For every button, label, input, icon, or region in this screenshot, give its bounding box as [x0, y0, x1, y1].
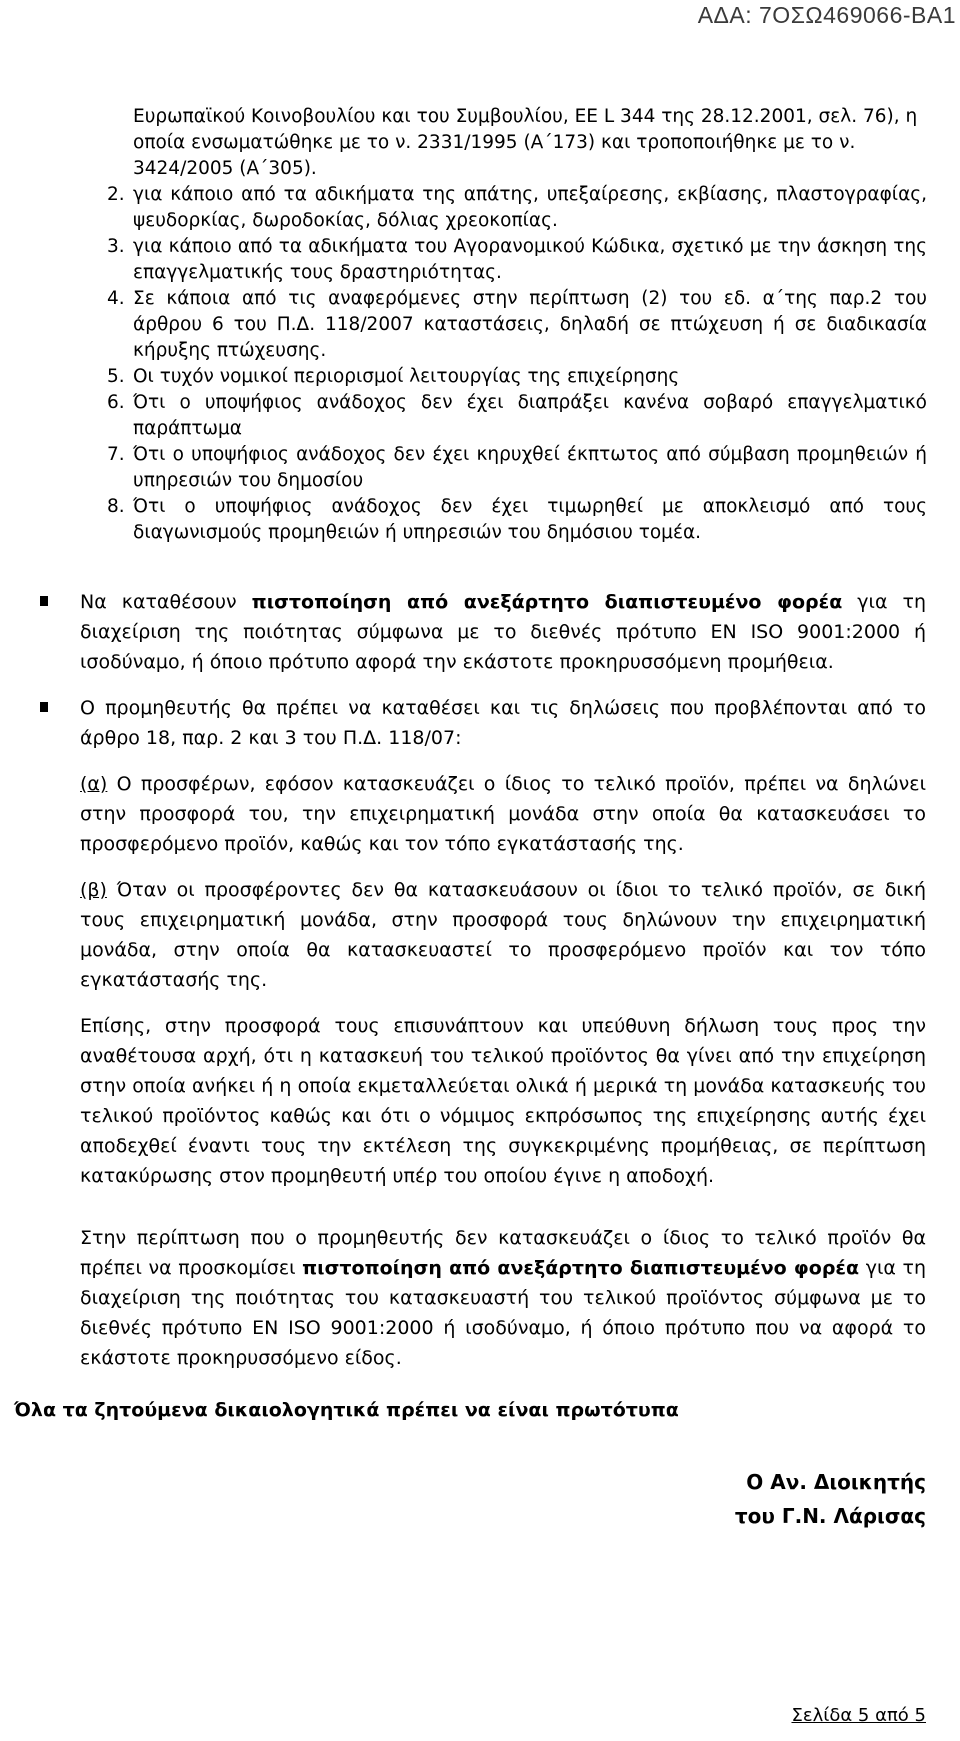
ada-code: ΑΔΑ: 7ΟΣΩ469066-ΒΑ1 — [697, 2, 956, 28]
paragraph-b — [38, 875, 926, 995]
list-item-number: 3. — [107, 236, 125, 257]
final-note: Όλα τα ζητούμενα δικαιολογητικά πρέπει να είναι πρωτότυπα — [14, 1399, 679, 1421]
paragraph-text: Όταν οι προσφέροντες δεν θα κατασκευάσουν οι ίδιοι το τελικό προϊόν, σε δική τους επιχειρηματική μονάδα, στην προσφορά τους δηλώνουν την επιχειρηματική μονάδα, στην οποία θα κατασκευαστεί το προσφερόμενο προϊόν και τον τόπο εγκατάστασής της. — [80, 879, 926, 991]
bullet-paragraph — [38, 693, 926, 753]
list-item-number: 5. — [107, 366, 125, 387]
paragraph-label: (α) — [80, 773, 108, 795]
paragraph-case — [38, 1223, 926, 1373]
signature-title: Ο Αν. Διοικητής — [746, 1470, 926, 1494]
list-item-text: Ότι ο υποψήφιος ανάδοχος δεν έχει τιμωρηθεί με αποκλεισμό από τους διαγωνισμούς προμηθειών ή υπηρεσιών του δημόσιου τομέα. — [133, 496, 927, 543]
exclusion-list — [105, 104, 927, 546]
paragraph-text: Ο προσφέρων, εφόσον κατασκευάζει ο ίδιος το τελικό προϊόν, πρέπει να δηλώνει στην προσφορά του, την επιχειρηματική μονάδα στην οποία θα κατασκευάσει το προσφερόμενο προϊόν, καθώς και τον τόπο εγκατάστασής της. — [80, 773, 926, 855]
list-item — [105, 234, 927, 286]
list-item — [105, 442, 927, 494]
bullet-text: Να καταθέσουν — [80, 591, 252, 613]
paragraph-text: για τη διαχείριση της ποιότητας του κατασκευαστή του τελικού προϊόντος σύμφωνα με το διεθνές πρότυπο ΕΝ ISO 9001:2000 ή ισοδύναμο, ή όποιο πρότυπο που να αφορά το εκάστοτε προκηρυσσόμενο είδος. — [80, 1257, 926, 1369]
list-item-number: 4. — [107, 288, 125, 309]
list-item-number: 8. — [107, 496, 125, 517]
page-number: Σελίδα 5 από 5 — [791, 1705, 926, 1726]
list-item-text: Οι τυχόν νομικοί περιορισμοί λειτουργίας της επιχείρησης — [133, 366, 680, 387]
signature-organization: του Γ.Ν. Λάρισας — [734, 1504, 926, 1528]
list-item-text: Σε κάποια από τις αναφερόμενες στην περίπτωση (2) του εδ. α΄της παρ.2 του άρθρου 6 του Π.Δ. 118/2007 καταστάσεις, δηλαδή σε πτώχευση ή σε διαδικασία κήρυξης πτώχευσης. — [133, 288, 927, 361]
bold-certification: πιστοποίηση από ανεξάρτητο διαπιστευμένο φορέα — [251, 591, 843, 613]
list-item-number: 6. — [107, 392, 125, 413]
list-item — [105, 286, 927, 364]
list-item-text: για κάποιο από τα αδικήματα της απάτης, υπεξαίρεσης, εκβίασης, πλαστογραφίας, ψευδορκίας, δωροδοκίας, δόλιας χρεοκοπίας. — [133, 184, 927, 231]
paragraph-text: Επίσης, στην προσφορά τους επισυνάπτουν και υπεύθυνη δήλωση τους προς την αναθέτουσα αρχή, ότι η κατασκευή του τελικού προϊόντος θα γίνει από την επιχείρηση στην οποία ανήκει ή η οποία εκμεταλλεύεται ολικά ή μερικά τη μονάδα κατασκευής του τελικού προϊόντος καθώς και ότι ο νόμιμος εκπρόσωπος της επιχείρησης αυτής έχει αποδεχθεί έναντι τους την εκτέλεση της συγκεκριμένης προμήθειας, σε περίπτωση κατακύρωσης στον προμηθευτή υπέρ του οποίου έγινε η αποδοχή. — [80, 1015, 926, 1187]
list-item-number: 2. — [107, 184, 125, 205]
list-item-number: 7. — [107, 444, 125, 465]
list-item-text: Ότι ο υποψήφιος ανάδοχος δεν έχει διαπράξει κανένα σοβαρό επαγγελματικό παράπτωμα — [133, 392, 927, 439]
bullet-text: Ο προμηθευτής θα πρέπει να καταθέσει και τις δηλώσεις που προβλέπονται από το άρθρο 18, παρ. 2 και 3 του Π.Δ. 118/07: — [80, 697, 926, 749]
paragraph-body — [38, 1223, 926, 1373]
list-item-text: Ότι ο υποψήφιος ανάδοχος δεν έχει κηρυχθεί έκπτωτος από σύμβαση προμηθειών ή υπηρεσιών του δημοσίου — [133, 444, 927, 491]
bullet-declarations — [38, 693, 926, 753]
paragraph-label: (β) — [80, 879, 107, 901]
list-item-text: για κάποιο από τα αδικήματα του Αγορανομικού Κώδικα, σχετικό με την άσκηση της επαγγελματικής τους δραστηριότητας. — [133, 236, 927, 283]
bullet-text: για τη διαχείριση της ποιότητας σύμφωνα με το διεθνές πρότυπο ΕΝ ISO 9001:2000 ή ισοδύναμο, ή όποιο πρότυπο αφορά την εκάστοτε προκηρυσσόμενη προμήθεια. — [80, 591, 926, 673]
list-continuation: Ευρωπαϊκού Κοινοβουλίου και του Συμβουλίου, ΕΕ L 344 της 28.12.2001, σελ. 76), η οποία ενσωματώθηκε με το ν. 2331/1995 (Α΄173) και τροποποιήθηκε με το ν. 3424/2005 (Α΄305). — [133, 106, 918, 179]
paragraph-a — [38, 769, 926, 859]
list-item — [105, 182, 927, 234]
list-item — [105, 364, 927, 390]
list-item — [105, 494, 927, 546]
paragraph-also — [38, 1011, 926, 1191]
bullet-paragraph — [38, 587, 926, 677]
square-bullet-icon — [40, 596, 48, 606]
bullet-iso-certification — [38, 587, 926, 677]
bold-certification: πιστοποίηση από ανεξάρτητο διαπιστευμένο φορέα — [302, 1257, 860, 1279]
list-item — [105, 390, 927, 442]
paragraph-text: Στην περίπτωση που ο προμηθευτής δεν κατασκευάζει ο ίδιος το τελικό προϊόν θα πρέπει να προσκομίσει — [80, 1227, 926, 1279]
square-bullet-icon — [40, 702, 48, 712]
signature-block — [735, 1465, 926, 1533]
